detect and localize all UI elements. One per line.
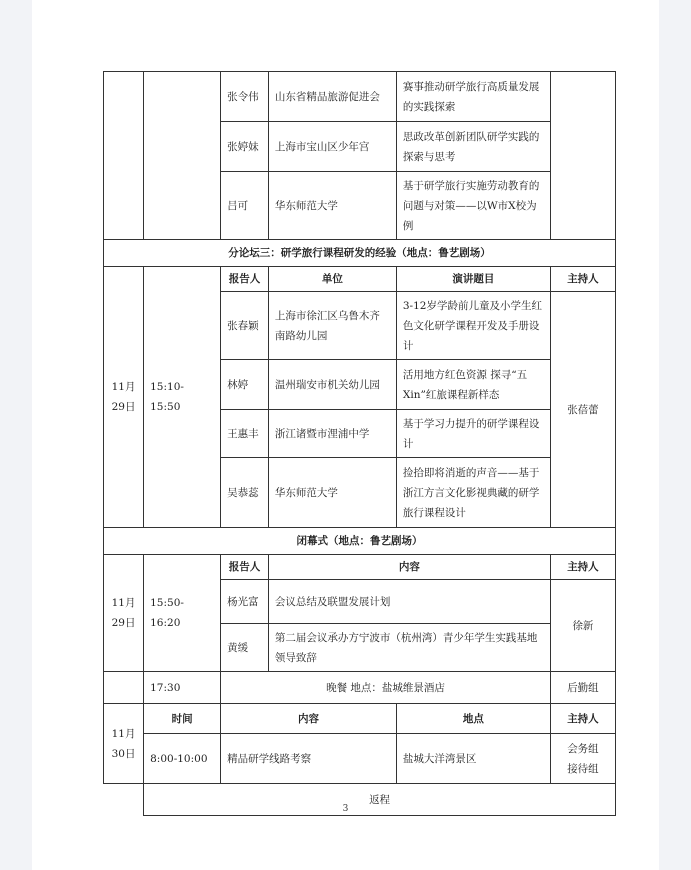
speaker-cell: 吕可	[221, 172, 269, 240]
unit-cell: 上海市宝山区少年宫	[268, 122, 396, 172]
column-header-content: 内容	[221, 704, 397, 734]
unit-cell: 山东省精品旅游促进会	[268, 72, 396, 122]
topic-cell: 活用地方红色资源 探寻“五Xin”红旅课程新样态	[396, 360, 550, 410]
column-header-time: 时间	[144, 704, 221, 734]
topic-cell: 3-12岁学龄前儿童及小学生红色文化研学课程开发及手册设计	[396, 292, 550, 360]
unit-cell: 华东师范大学	[268, 458, 396, 528]
date-cell	[104, 672, 144, 704]
speaker-cell: 林婷	[221, 360, 269, 410]
closing-time: 15:50-16:20	[144, 555, 221, 672]
topic-cell: 赛事推动研学旅行高质量发展的实践探索	[396, 72, 550, 122]
dinner-time: 17:30	[144, 672, 221, 704]
column-header-topic: 演讲题目	[396, 267, 550, 292]
nov30-host: 会务组 接待组	[550, 734, 615, 784]
column-header-host: 主持人	[550, 555, 615, 580]
closing-title: 闭幕式（地点：鲁艺剧场）	[104, 528, 616, 555]
topic-cell: 捡拾即将消逝的声音——基于浙江方言文化影视典藏的研学旅行课程设计	[396, 458, 550, 528]
nov30-time: 8:00-10:00	[144, 734, 221, 784]
speaker-cell: 张令伟	[221, 72, 269, 122]
speaker-cell: 吴恭蕊	[221, 458, 269, 528]
dinner-content: 晚餐 地点：盐城维景酒店	[221, 672, 551, 704]
forum3-date: 11月29日	[104, 267, 144, 528]
schedule-table	[103, 71, 616, 816]
section-header-row	[104, 528, 616, 555]
table-row	[104, 672, 616, 704]
time-cell	[144, 72, 221, 240]
content-cell: 第二届会议承办方宁波市（杭州湾）青少年学生实践基地领导致辞	[268, 624, 550, 672]
column-header-speaker: 报告人	[221, 555, 269, 580]
return-cell: 返程	[144, 784, 616, 816]
forum3-host: 张蓓蕾	[550, 292, 615, 528]
table-header-row	[104, 704, 616, 734]
document-page	[32, 0, 659, 870]
column-header-speaker: 报告人	[221, 267, 269, 292]
table-header-row	[104, 555, 616, 580]
closing-date: 11月29日	[104, 555, 144, 672]
topic-cell: 基于研学旅行实施劳动教育的问题与对策——以W市X校为例	[396, 172, 550, 240]
column-header-content: 内容	[268, 555, 550, 580]
topic-cell: 思政改革创新团队研学实践的探索与思考	[396, 122, 550, 172]
closing-host: 徐新	[550, 580, 615, 672]
unit-cell: 温州瑞安市机关幼儿园	[268, 360, 396, 410]
speaker-cell: 杨光富	[221, 580, 269, 624]
page-number: 3	[342, 804, 349, 814]
forum3-title: 分论坛三：研学旅行课程研发的经验（地点：鲁艺剧场）	[104, 240, 616, 267]
unit-cell: 华东师范大学	[268, 172, 396, 240]
nov30-date: 11月30日	[104, 704, 144, 784]
column-header-host: 主持人	[550, 267, 615, 292]
speaker-cell: 张春颖	[221, 292, 269, 360]
table-header-row	[104, 267, 616, 292]
speaker-cell: 黄缓	[221, 624, 269, 672]
table-row	[104, 72, 616, 122]
unit-cell: 浙江诸暨市浬浦中学	[268, 410, 396, 458]
host-cell	[550, 72, 615, 240]
column-header-host: 主持人	[550, 704, 615, 734]
date-cell	[104, 72, 144, 240]
nov30-content: 精品研学线路考察	[221, 734, 397, 784]
section-header-row	[104, 240, 616, 267]
unit-cell: 上海市徐汇区乌鲁木齐南路幼儿园	[268, 292, 396, 360]
content-cell: 会议总结及联盟发展计划	[268, 580, 550, 624]
nov30-place: 盐城大洋湾景区	[396, 734, 550, 784]
speaker-cell: 王惠丰	[221, 410, 269, 458]
table-row	[104, 734, 616, 784]
dinner-host: 后勤组	[550, 672, 615, 704]
topic-cell: 基于学习力提升的研学课程设计	[396, 410, 550, 458]
column-header-place: 地点	[396, 704, 550, 734]
forum3-time: 15:10-15:50	[144, 267, 221, 528]
column-header-unit: 单位	[268, 267, 396, 292]
speaker-cell: 张婷妹	[221, 122, 269, 172]
